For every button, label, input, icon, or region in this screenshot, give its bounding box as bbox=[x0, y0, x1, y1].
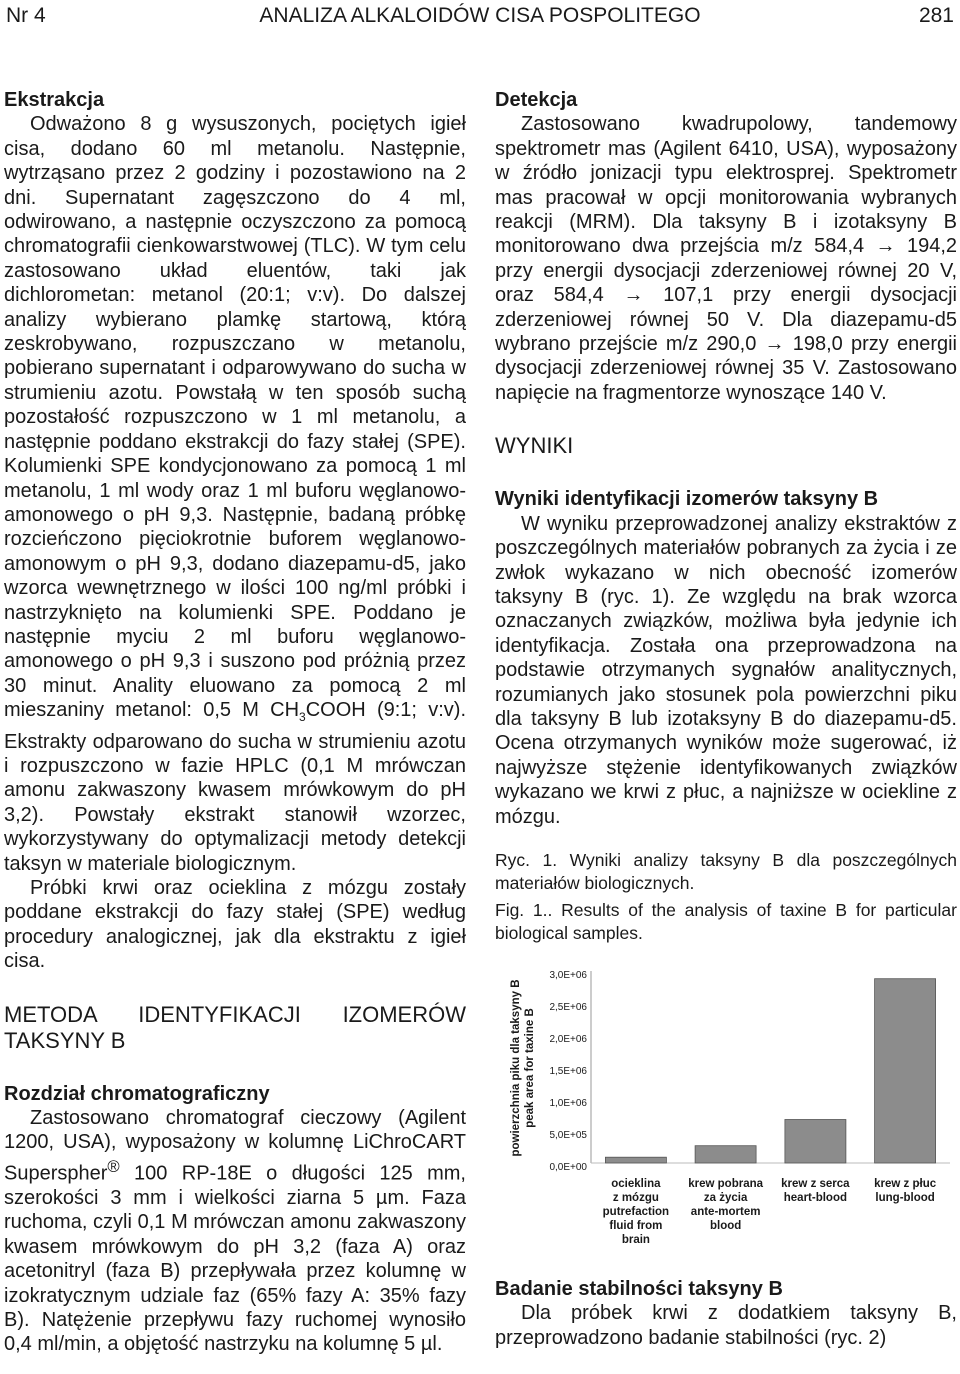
y-axis-label-line: peak area for taxine B bbox=[524, 1008, 536, 1128]
x-category-label-line: brain bbox=[621, 1233, 650, 1246]
x-category-label-line: heart-blood bbox=[783, 1191, 847, 1204]
figure-caption-en: Fig. 1.. Results of the analysis of taxine B for particular biological samples. bbox=[495, 899, 957, 943]
extraction-text-b: COOH (9:1; v:v). Ekstrakty odparowano do sucha w strumieniu azotu i rozpuszczono w fazie HPLC (0,1 M mrówczan amonu zakwaszony kwasem mrówkowym do pH 3,2). Powstały ekstrakt stanowił wzorzec, wykorzystywany do optymalizacji metody detekcji taksyn w materiale biologicznym. bbox=[4, 699, 466, 875]
figure-caption-pl: Ryc. 1. Wyniki analizy taksyny B dla poszczególnych materiałów biologicznych. bbox=[495, 849, 957, 893]
paragraph-chromatography bbox=[4, 1106, 466, 1357]
subscript-3: 3 bbox=[299, 710, 306, 725]
x-category-label-line: krew z serca bbox=[781, 1177, 850, 1190]
x-category-label-line: fluid from bbox=[609, 1219, 663, 1232]
heading-wyniki: WYNIKI bbox=[495, 433, 574, 459]
chromatography-text-b: 100 RP-18E o długości 125 mm, szerokości 3 mm i wielkości ziarna 5 µm. Faza ruchoma, czyli 0,1 M mrówczan amonu zakwaszony kwasem mrówkowym do pH 3,2 (faza A) oraz acetonitryl (faza B) przepływała przez kolumnę w izokratycznym udziale faz (65% fazy A: 35% fazy B). Natężenie przepływu fazy ruchomej wynosiło 0,4 ml/min, a objętość nastrzyku na kolumnę 5 µl. bbox=[4, 1162, 466, 1356]
paragraph-blood-samples: Próbki krwi oraz ocieklina z mózgu zostały poddane ekstrakcji do fazy stałej (SPE) według procedury analogicznej, jak dla ekstraktu z igieł cisa. bbox=[4, 877, 466, 973]
heading-identyfikacja: Wyniki identyfikacji izomerów taksyny B bbox=[495, 488, 879, 511]
right-column bbox=[495, 88, 957, 1350]
x-category-label-line: krew z płuc bbox=[874, 1177, 937, 1190]
heading-rozdzial: Rozdział chromatograficzny bbox=[4, 1082, 270, 1105]
y-tick-label: 1,0E+06 bbox=[549, 1097, 587, 1109]
x-category-label-line: krew pobrana bbox=[688, 1177, 764, 1190]
paragraph-stability: Dla próbek krwi z dodatkiem taksyny B, przeprowadzono badanie stabilności (ryc. 2) bbox=[495, 1302, 957, 1349]
heading-stabilnosc: Badanie stabilności taksyny B bbox=[495, 1277, 783, 1300]
bar bbox=[605, 1157, 666, 1163]
x-category-label bbox=[683, 1177, 769, 1233]
issue-number: Nr 4 bbox=[6, 4, 46, 27]
bar-chart bbox=[495, 963, 957, 1265]
paragraph-results: W wyniku przeprowadzonej analizy ekstraktów z poszczególnych materiałów pobranych za życia i ze zwłok wykazano w nich obecność izomerów taksyny B (ryc. 1). Ze względu na brak wzorca oznaczanych związków, możliwa była jedynie ich identyfikacja. Została ona przeprowadzona na podstawie otrzymanych sygnałów analitycznych, rozumianych jako stosunek pola powierzchni piku dla taksyny B lub izotaksyny B do diazepamu-d5. Ocena otrzymanych wyników może sugerować, iż najwyższe stężenie identyfikowanych związków wykazano we krwi z płuc, a najniższe w ociekline z mózgu. bbox=[495, 512, 957, 828]
y-tick-label: 1,5E+06 bbox=[549, 1065, 587, 1077]
y-axis-label-line: powierzchnia piku dla taksyny B bbox=[510, 979, 522, 1157]
x-category-label-line: za życia bbox=[703, 1191, 748, 1204]
registered-mark: ® bbox=[107, 1156, 120, 1176]
running-header bbox=[6, 4, 954, 30]
extraction-text-a: Odważono 8 g wysuszonych, pociętych igieł cisa, dodano 60 ml metanolu. Następnie, wytrząsano przez 2 godziny i pozostawiono na 2 dni. Supernatant zagęszczono do 4 ml, odwirowano, a następnie oczyszczono za pomocą chromatografii cienkowarstwowej (TLC). W tym celu zastosowano układ eluentów, taki jak dichlorometan: metanol (20:1; v:v). Do dalszej analizy wybierano plamkę startową, którą zeskrobywano, rozpuszczano w metanolu, pobierano supernatant i odparowywano do sucha w strumieniu azotu. Powstałą w ten sposób suchą pozostałość rozpuszczono w 1 ml metanolu, a następnie poddano ekstrakcji do fazy stałej (SPE). Kolumienki SPE kondycjonowano za pomocą 1 ml metanolu, 1 ml wody oraz 1 ml buforu węglanowo-amonowego o pH 9,3. Następnie, badaną próbkę rozcieńczono pięciokrotnie buforem węglanowo-amonowym o pH 9,3, dodano diazepamu-d5, jako wzorca wewnętrznego w ilości 100 ng/ml próbki i nastrzyknięto na kolumienki SPE. Poddano je następnie myciu 2 ml buforu węglanowo-amonowego o pH 9,3 i suszono pod próżnią przez 30 minut. Anality eluowano za pomocą 2 ml mieszaniny metanol: 0,5 M CH bbox=[4, 113, 466, 722]
x-category-label-line: lung-blood bbox=[875, 1191, 935, 1204]
heading-detekcja: Detekcja bbox=[495, 89, 578, 111]
bar bbox=[695, 1146, 756, 1163]
heading-metoda: METODA IDENTYFIKACJI IZOMERÓW TAKSYNY B bbox=[4, 1001, 466, 1053]
left-column bbox=[4, 88, 466, 1357]
x-category-label-line: blood bbox=[709, 1219, 742, 1232]
y-tick-label: 3,0E+06 bbox=[549, 969, 587, 981]
x-category-label bbox=[862, 1177, 948, 1205]
paragraph-extraction bbox=[4, 112, 466, 876]
x-category-label-line: putrefaction bbox=[602, 1205, 670, 1218]
running-title: ANALIZA ALKALOIDÓW CISA POSPOLITEGO bbox=[259, 4, 701, 27]
x-category-label-line: z mózgu bbox=[612, 1191, 659, 1204]
page-number: 281 bbox=[918, 4, 954, 27]
y-tick-label: 2,5E+06 bbox=[549, 1001, 587, 1013]
x-category-label-line: ocieklina bbox=[611, 1177, 661, 1190]
chromatography-text-a: Zastosowano chromatograf cieczowy (Agilent 1200, USA), wyposażony w kolumnę LiChroCART Superspher bbox=[4, 1107, 466, 1185]
bar bbox=[875, 979, 936, 1163]
y-tick-label: 5,0E+05 bbox=[549, 1129, 587, 1141]
y-tick-label: 2,0E+06 bbox=[549, 1033, 587, 1045]
y-tick-label: 0,0E+00 bbox=[549, 1161, 587, 1173]
bar bbox=[785, 1119, 846, 1163]
x-category-label bbox=[772, 1177, 858, 1205]
heading-ekstrakcja: Ekstrakcja bbox=[4, 89, 105, 111]
x-category-label-line: ante-mortem bbox=[690, 1205, 761, 1218]
paragraph-detection: Zastosowano kwadrupolowy, tandemowy spektrometr mas (Agilent 6410, USA), wyposażony w źródło jonizacji typu elektrosprej. Spektrometr mas pracował w opcji monitorowania wybranych reakcji (MRM). Dla taksyny B i izotaksyny B monitorowano dwa przejścia m/z 584,4 → 194,2 przy energii dysocjacji zderzeniowej równej 20 V, oraz 584,4 → 107,1 przy energii dysocjacji zderzeniowej równej 50 V. Dla diazepamu-d5 wybrano przejście m/z 290,0 → 198,0 przy energii dysocjacji zderzeniowej równej 35 V. Zastosowano napięcie na fragmentorze wynoszące 140 V. bbox=[495, 113, 957, 404]
x-category-label bbox=[593, 1177, 679, 1247]
